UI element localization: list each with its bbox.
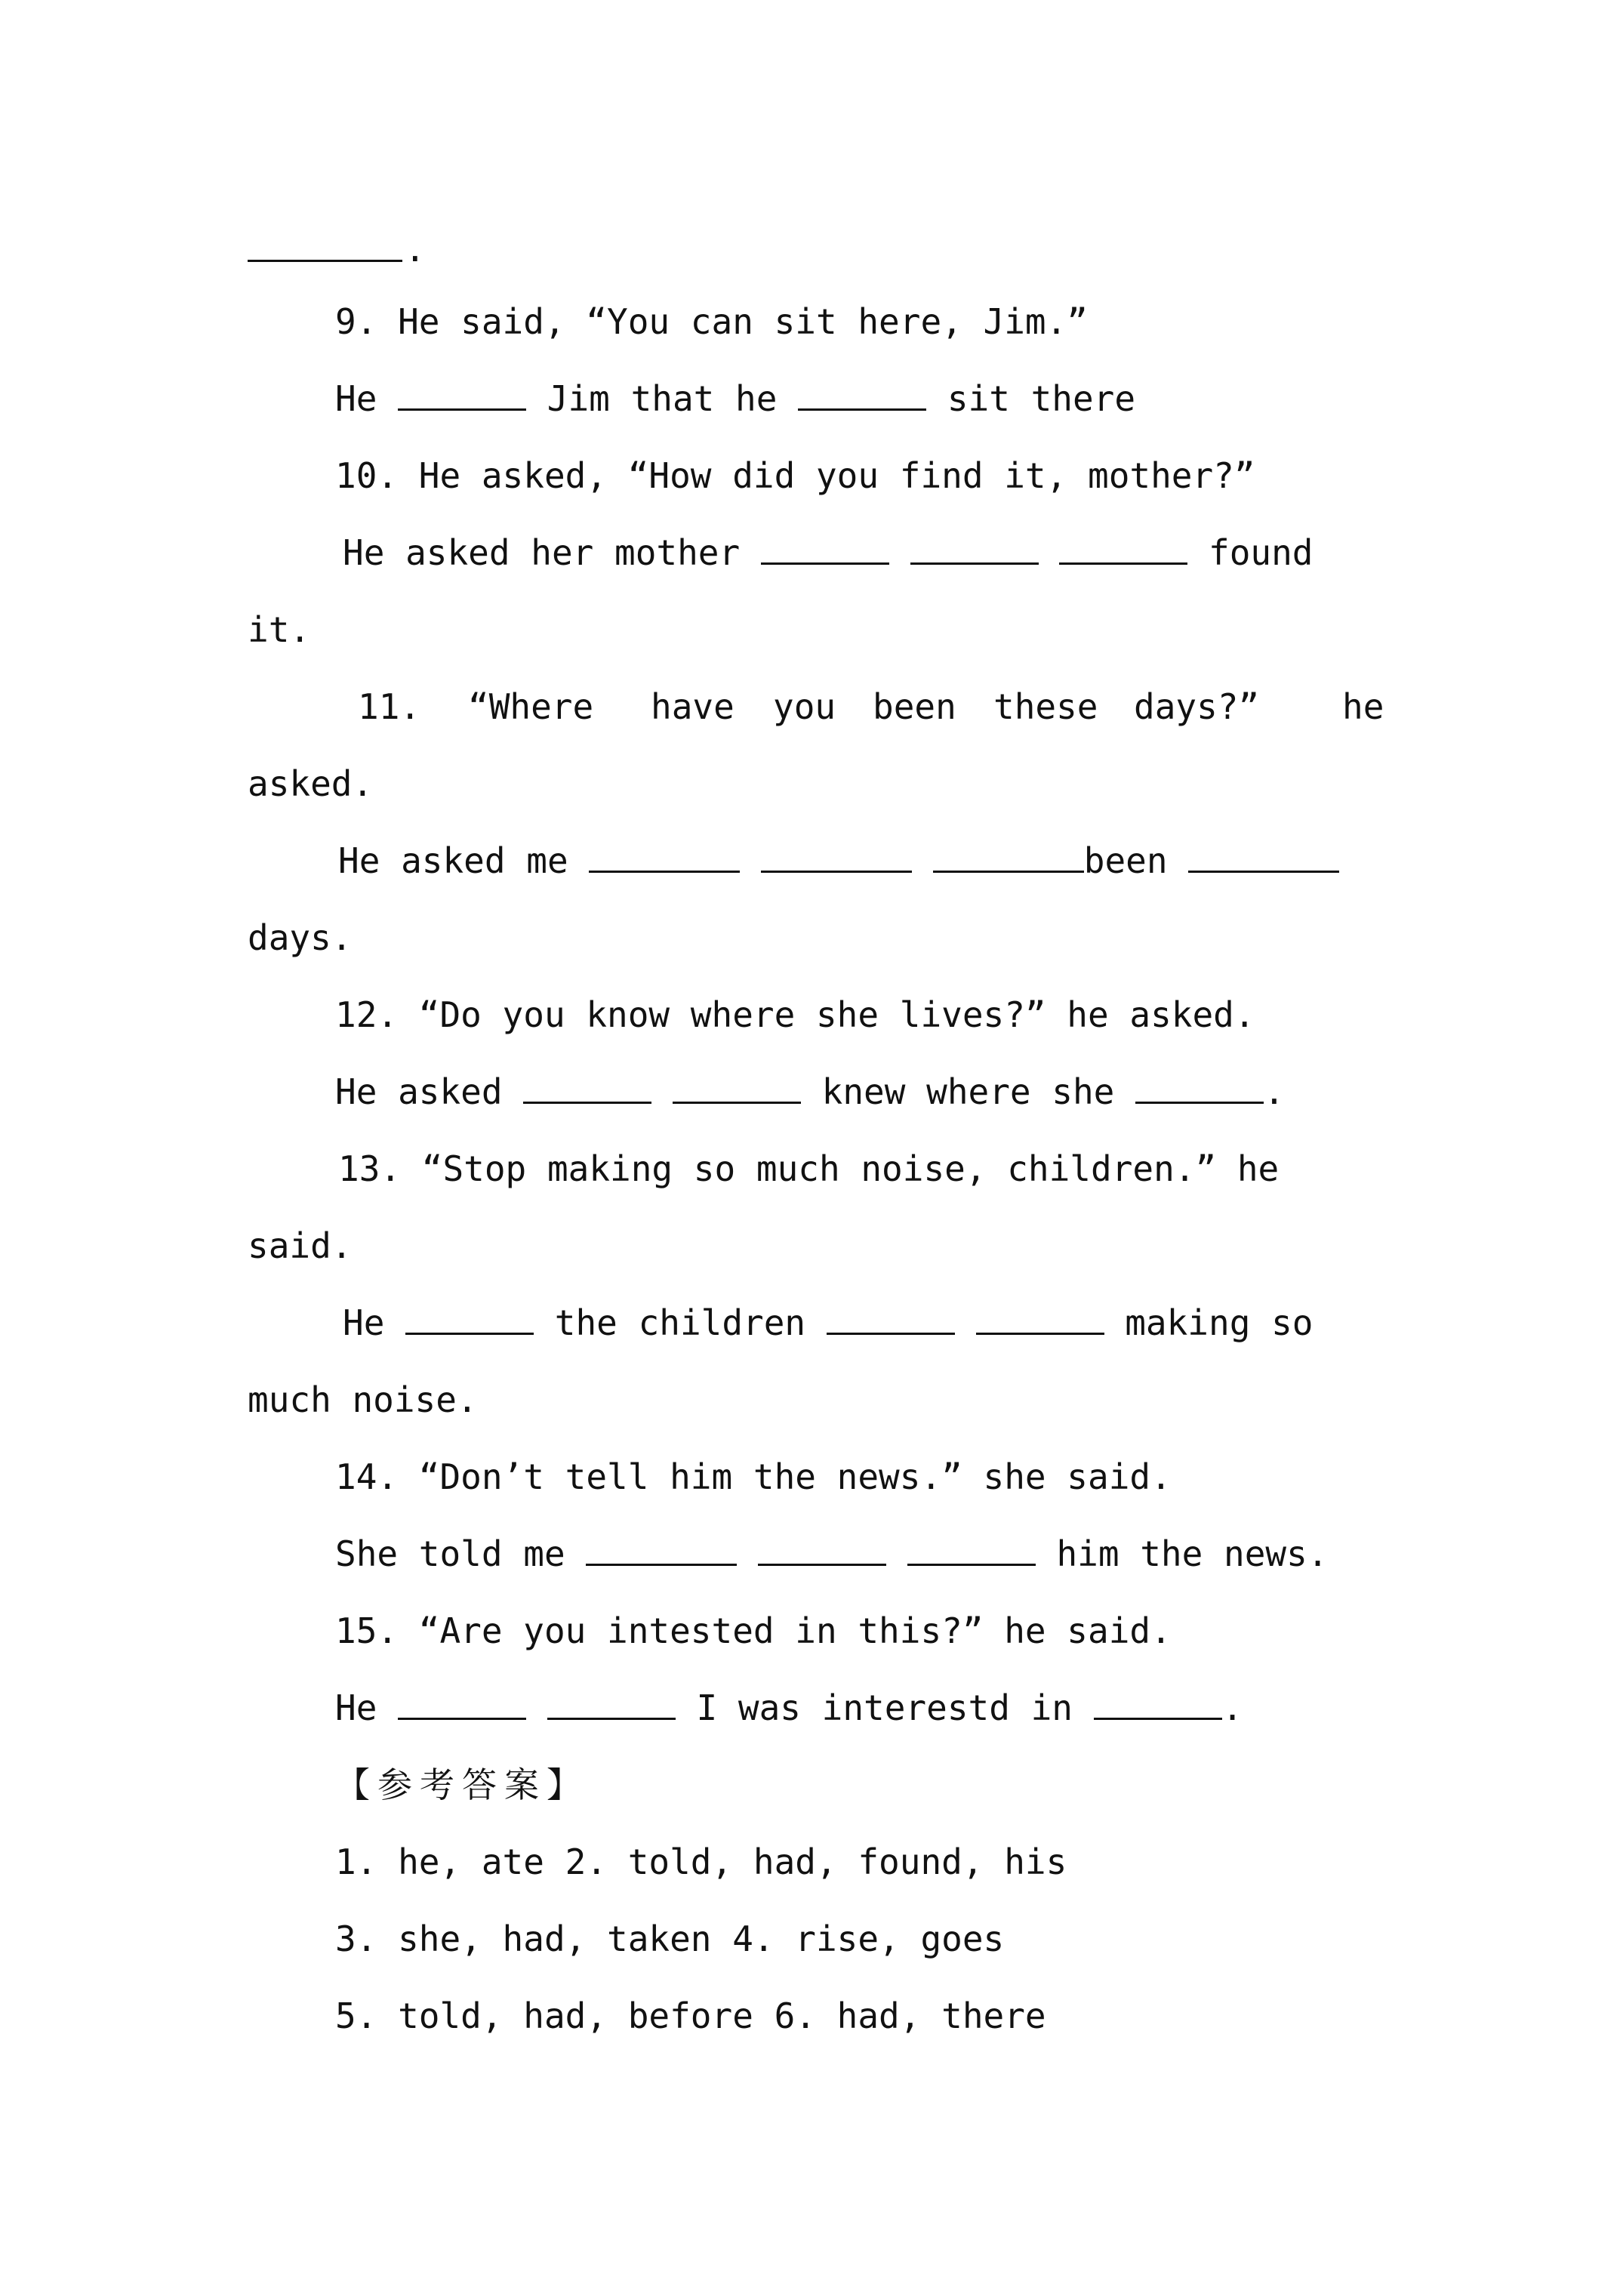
answer-key-heading: 【参考答案】 — [335, 1764, 589, 1805]
question-11-word: you — [773, 686, 836, 727]
question-9-answer-line — [335, 376, 1135, 421]
question-13-answer-wrap: much noise. — [248, 1379, 478, 1420]
end-punctuation: . — [405, 229, 426, 270]
answer-blank[interactable] — [761, 532, 889, 565]
answer-key-line: 5. told, had, before 6. had, there — [335, 1996, 1046, 2036]
question-11-answer-line — [338, 838, 1339, 883]
answer-blank[interactable] — [1188, 840, 1339, 873]
answer-blank[interactable] — [1059, 532, 1187, 565]
question-15-prompt: 15. “Are you intested in this?” he said. — [335, 1610, 1172, 1651]
answer-blank[interactable] — [586, 1533, 737, 1566]
answer-blank[interactable] — [1135, 1071, 1264, 1104]
answer-blank[interactable] — [907, 1533, 1036, 1566]
answer-blank[interactable] — [933, 840, 1084, 873]
answer-blank[interactable] — [589, 840, 740, 873]
question-10-answer-wrap: it. — [248, 609, 311, 650]
answer-text: I was interestd in — [675, 1687, 1094, 1728]
answer-text: been — [1083, 840, 1168, 881]
question-11-word: days?” — [1134, 686, 1260, 727]
question-13-prompt: 13. “Stop making so much noise, children.” he — [338, 1148, 1280, 1189]
answer-text: He — [335, 1687, 399, 1728]
question-11-word: he — [1342, 686, 1384, 727]
answer-blank[interactable] — [976, 1302, 1104, 1335]
question-12-prompt: 12. “Do you know where she lives?” he asked. — [335, 994, 1255, 1035]
answer-text: He asked her mother — [343, 532, 761, 573]
answer-text: He — [343, 1302, 406, 1343]
end-punctuation: . — [1264, 1071, 1285, 1112]
answer-blank[interactable] — [523, 1071, 651, 1104]
question-13-wrap: said. — [248, 1225, 353, 1266]
answer-text: him the news. — [1035, 1533, 1329, 1574]
answer-text: found — [1209, 532, 1313, 573]
answer-text: making so — [1104, 1302, 1313, 1343]
answer-text: sit there — [926, 378, 1136, 419]
answer-blank[interactable] — [398, 1687, 526, 1720]
answer-blank[interactable] — [405, 1302, 534, 1335]
answer-blank[interactable] — [673, 1071, 801, 1104]
answer-key-line: 1. he, ate 2. told, had, found, his — [335, 1841, 1067, 1882]
answer-blank[interactable] — [398, 378, 526, 411]
question-10-prompt: 10. He asked, “How did you find it, mother?” — [335, 455, 1255, 496]
answer-text: She told me — [335, 1533, 587, 1574]
answer-blank[interactable] — [910, 532, 1039, 565]
answer-text: He asked me — [338, 840, 590, 881]
question-11-wrap: asked. — [248, 763, 374, 804]
answer-text: He asked — [335, 1071, 524, 1112]
answer-text: Jim that he — [526, 378, 799, 419]
question-14-prompt: 14. “Don’t tell him the news.” she said. — [335, 1456, 1172, 1497]
answer-blank[interactable] — [827, 1302, 955, 1335]
question-15-answer-line — [335, 1685, 1243, 1730]
answer-blank[interactable] — [798, 378, 926, 411]
question-10-answer-line — [343, 530, 1313, 575]
question-12-answer-line — [335, 1069, 1285, 1114]
question-11-number: 11. — [358, 686, 421, 727]
answer-blank[interactable] — [547, 1687, 676, 1720]
question-11-word: been — [873, 686, 956, 727]
question-11-word: these — [993, 686, 1098, 727]
question-14-answer-line — [335, 1531, 1328, 1576]
answer-blank[interactable] — [761, 840, 912, 873]
question-11-word: “Where — [468, 686, 594, 727]
answer-text: He — [335, 378, 399, 419]
answer-text: the children — [534, 1302, 827, 1343]
question-13-answer-line — [343, 1300, 1313, 1345]
answer-blank[interactable] — [758, 1533, 886, 1566]
end-punctuation: . — [1221, 1687, 1243, 1728]
answer-blank[interactable] — [1094, 1687, 1222, 1720]
question-11-word: have — [651, 686, 735, 727]
answer-key-line: 3. she, had, taken 4. rise, goes — [335, 1918, 1005, 1959]
question-9-prompt: 9. He said, “You can sit here, Jim.” — [335, 301, 1088, 342]
answer-text: knew where she — [800, 1071, 1136, 1112]
answer-blank[interactable] — [248, 260, 402, 262]
question-11-answer-wrap: days. — [248, 917, 353, 958]
